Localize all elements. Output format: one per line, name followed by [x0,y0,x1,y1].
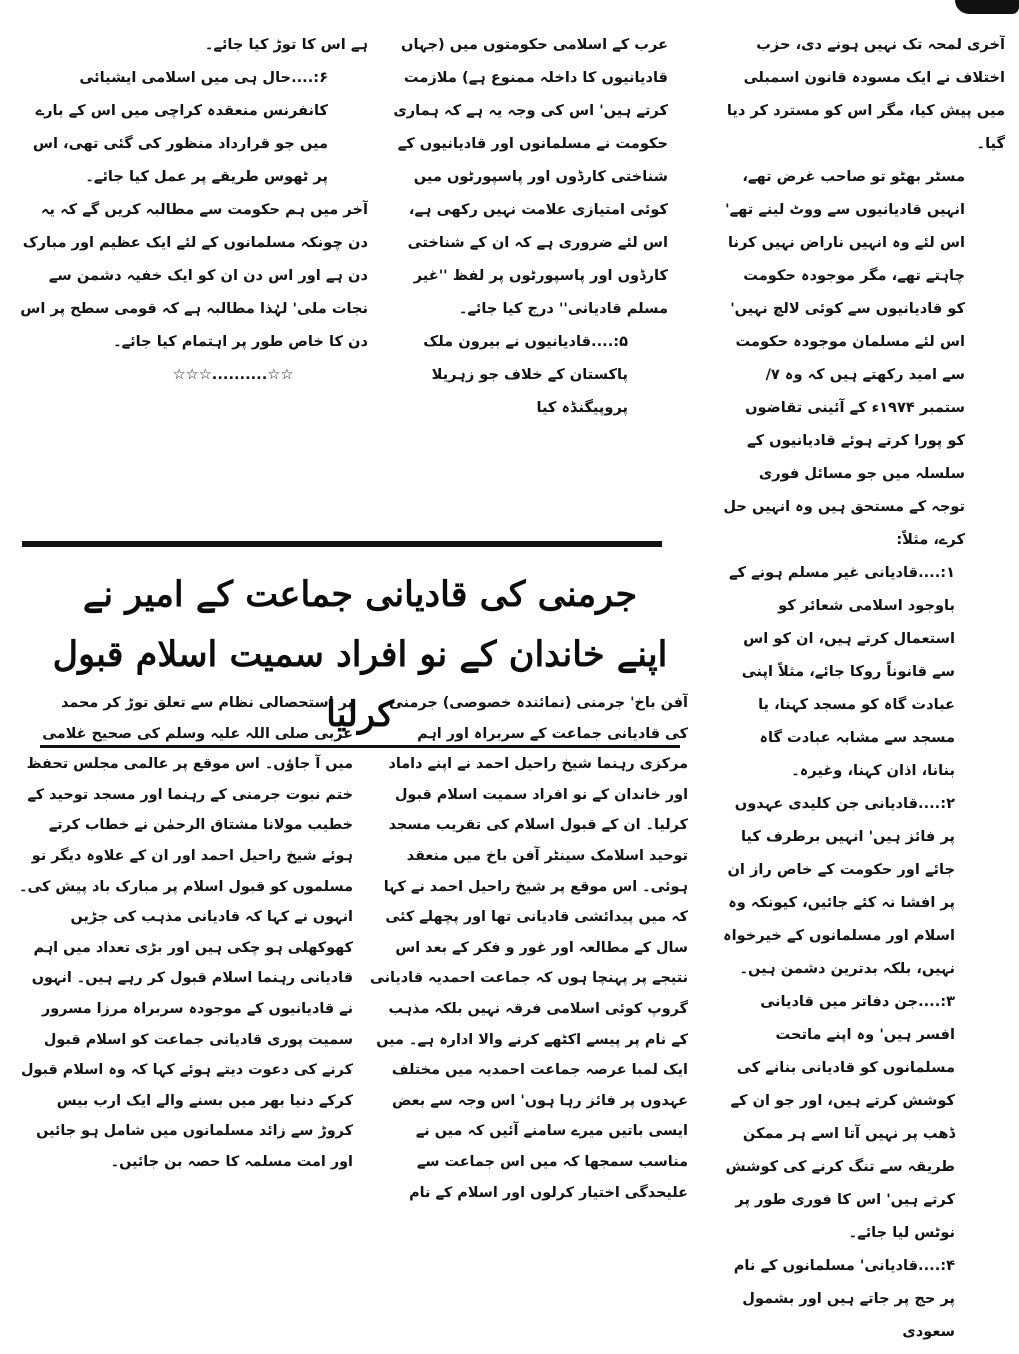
right-column [723,28,1005,1354]
section-divider-rule [22,541,662,547]
headline-line-2: اپنے خاندان کے نو افراد سمیت اسلام قبول کرلیا [40,625,680,748]
right-item-1: ۱:....قادیانی غیر مسلم ہونے کے باوجود اسلامی شعائر کو استعمال کرتے ہیں، ان کو اس سے قانوناً روکا جائے، مثلاً اپنی عبادت گاہ کو مسجد کہنا، یا مسجد سے مشابہ عبادت گاہ بنانا، اذان کہنا، وغیرہ۔ [728,564,955,779]
middle-top-item-5: ۵:....قادیانیوں نے بیرون ملک پاکستان کے خلاف جو زہریلا پروپیگنڈہ کیا [423,333,628,416]
right-item-3: ۳:....جن دفاتر میں قادیانی افسر ہیں' وہ اپنے ماتحت مسلمانوں کو قادیانی بنانے کی کوشش کرتے ہیں، اور جو ان کے ڈھب پر نہیں آتا اسے ہر ممکن طریقہ سے تنگ کرنے کی کوشش کرتے ہیں' اس کا فوری طور پر نوٹس لیا جائے۔ [725,993,955,1241]
corner-ink-mark [955,0,1019,14]
news-story-paragraph-1: آفن باخ' جرمنی (نمائندہ خصوصی) جرمنی کی قادیانی جماعت کے سربراہ اور اہم مرکزی رہنما شیخ راحیل احمد نے اپنے داماد اور خاندان کے نو افراد سمیت اسلام قبول کرلیا۔ ان کے قبول اسلام کی تقریب مسجد توحید اسلامک سینٹر آفن باخ میں منعقد ہوئی۔ اس موقع پر شیخ راحیل احمد نے کہا کہ میں پیدائشی قادیانی تھا اور پچھلے کئی سال کے مطالعہ اور غور و فکر کے بعد اس نتیجے پر پہنچا ہوں کہ جماعت احمدیہ قادیانی گروپ کوئی اسلامی فرقہ نہیں بلکہ مذہب کے نام پر پیسے اکٹھے کرنے والا ادارہ ہے۔ میں ایک لمبا عرصہ جماعت احمدیہ میں مختلف عہدوں پر فائز رہا ہوں' اس وجہ سے بعض ایسی باتیں میرے سامنے آئیں کہ میں نے مناسب سمجھا کہ میں اس جماعت سے علیحدگی اختیار کرلوں اور اسلام کے نام [370,695,688,1201]
left-bottom-column [18,688,353,1354]
end-of-article-stars: ☆☆..........☆☆☆ [172,366,294,383]
left-top-column [18,28,368,528]
news-story-paragraph-2: پر استحصالی نظام سے تعلق توڑ کر محمد عربی صلی اللہ علیہ وسلم کی صحیح غلامی میں آ جاؤں۔ اس موقع پر عالمی مجلس تحفظ ختم نبوت جرمنی کے رہنما اور مسجد توحید کے خطیب مولانا مشتاق الرحمٰن نے خطاب کرتے ہوئے شیخ راحیل احمد اور ان کے علاوہ دیگر نو مسلموں کو قبول اسلام پر مبارک باد پیش کی۔ انہوں نے کہا کہ قادیانی مذہب کی جڑیں کھوکھلی ہو چکی ہیں اور بڑی تعداد میں اہم قادیانی رہنما اسلام قبول کر رہے ہیں۔ انہوں نے قادیانیوں کے موجودہ سربراہ مرزا مسرور سمیت پوری قادیانی جماعت کو اسلام قبول کرنے کی دعوت دیتے ہوئے کہا کہ وہ اسلام قبول کرکے دنیا بھر میں بسنے والے ایک ارب بیس کروڑ سے زائد مسلمانوں میں شامل ہو جائیں اور امت مسلمہ کا حصہ بن جائیں۔ [19,695,353,1170]
middle-bottom-column [368,688,688,1354]
middle-top-paragraph-1: عرب کے اسلامی حکومتوں میں (جہاں قادیانیوں کا داخلہ ممنوع ہے) ملازمت کرتے ہیں' اس کی وجہ یہ ہے کہ ہماری حکومت نے مسلمانوں اور قادیانیوں کے شناختی کارڈوں اور پاسپورٹوں میں کوئی امتیازی علامت نہیں رکھی ہے، اس لئے ضروری ہے کہ ان کے شناختی کارڈوں اور پاسپورٹوں پر لفظ ''غیر مسلم قادیانی'' درج کیا جائے۔ [393,36,668,317]
headline-line-1: جرمنی کی قادیانی جماعت کے امیر نے [82,574,638,615]
left-top-continuation: ہے اس کا توڑ کیا جائے۔ [204,36,368,53]
left-top-closing-paragraph: آخر میں ہم حکومت سے مطالبہ کریں گے کہ یہ دن چونکہ مسلمانوں کے لئے ایک عظیم اور مبارک دن ہے اور اس دن ان کو ایک خفیہ دشمن سے نجات ملی' لہٰذا مطالبہ ہے کہ قومی سطح پر اس دن کا خاص طور پر اہتمام کیا جائے۔ [20,201,368,350]
left-top-item-6: ۶:....حال ہی میں اسلامی ایشیائی کانفرنس منعقدہ کراچی میں اس کے بارے میں جو قرارداد منظور کی گئی تھی، اس پر ٹھوس طریقے پر عمل کیا جائے۔ [32,69,328,185]
right-paragraph-2: مسٹر بھٹو تو صاحب غرض تھے، انہیں قادیانیوں سے ووٹ لینے تھے' اس لئے وہ انہیں ناراض نہیں کرنا چاہتے تھے، مگر موجودہ حکومت کو قادیانیوں سے کوئی لالچ نہیں' اس لئے مسلمان موجودہ حکومت سے امید رکھتے ہیں کہ وہ ۷/ستمبر ۱۹۷۴ء کے آئینی تقاضوں کو پورا کرتے ہوئے قادیانیوں کے سلسلہ میں جو مسائل فوری توجہ کے مستحق ہیں وہ انہیں حل کرے، مثلاً: [723,168,965,548]
right-paragraph-1: آخری لمحہ تک نہیں ہونے دی، حزب اختلاف نے ایک مسودہ قانون اسمبلی میں پیش کیا، مگر اس کو مسترد کر دیا گیا۔ [726,36,1005,152]
middle-top-column [383,28,668,528]
right-item-4: ۴:....قادیانی' مسلمانوں کے نام پر حج پر جاتے ہیں اور بشمول سعودی [733,1257,955,1340]
right-item-2: ۲:....قادیانی جن کلیدی عہدوں پر فائز ہیں' انہیں برطرف کیا جائے اور حکومت کے خاص راز ان پر افشا نہ کئے جائیں، کیونکہ وہ اسلام اور مسلمانوں کے خیرخواہ نہیں، بلکہ بدترین دشمن ہیں۔ [723,795,955,977]
